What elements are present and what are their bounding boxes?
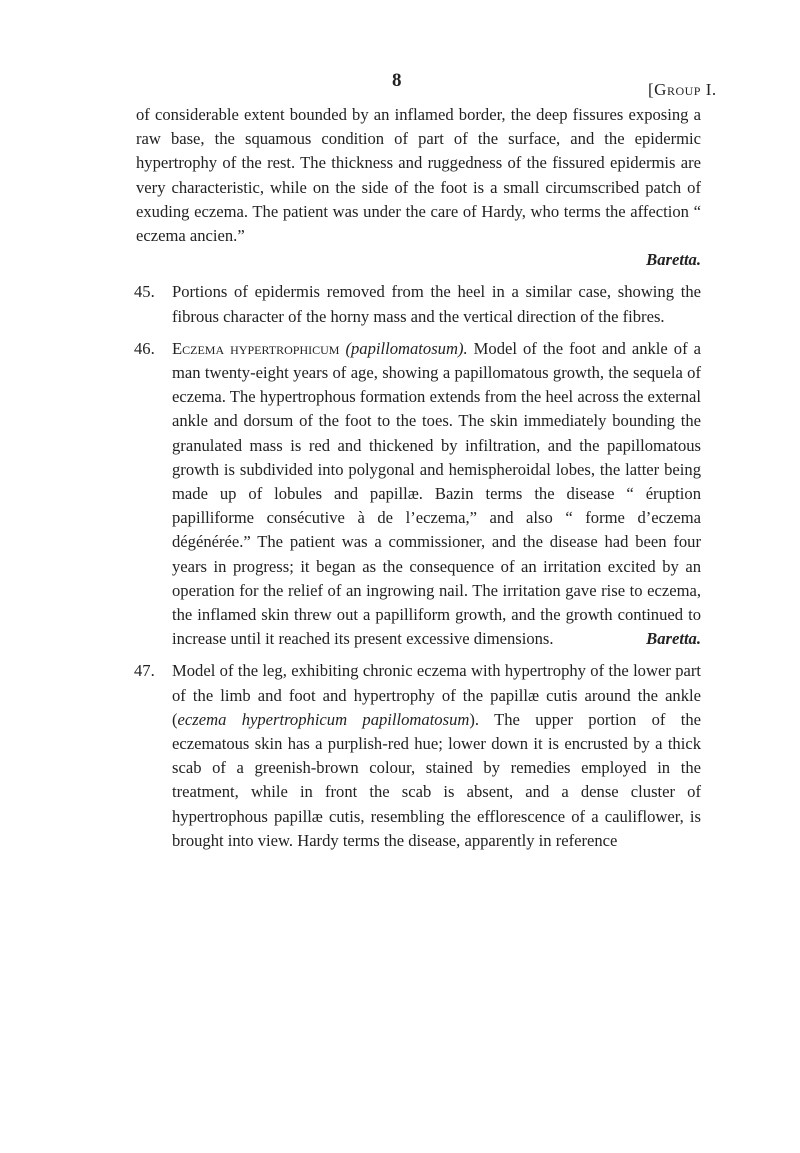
entry-45 [136,280,701,328]
entry-46-number: 46. [134,338,155,358]
running-header-prefix: [G [648,80,667,99]
entry-46 [136,337,701,652]
running-header-rest: roup I. [666,80,717,99]
entry-45-number: 45. [134,282,155,302]
entry-47-text-a: Model of the leg, exhibiting chronic eczema with hypertrophy of the lower part of the limb and foot and hypertrophy of the papillæ cutis around the ankle ( [172,661,701,729]
page-number: 8 [392,70,402,91]
running-header [648,80,717,100]
entry-47-italic: eczema hypertrophicum papillomatosum [177,709,470,729]
continuation-text: of considerable extent bounded by an inflamed border, the deep fissures exposing a raw base, the squamous condition of part of the surface, and the epidermic hypertrophy of the rest. The thickness and ruggedness of the fissured epidermis are very characteristic, while on the side of the foot is a small circumscribed patch of exuding eczema. The patient was under the care of Hardy, who terms the affection “ eczema ancien.” [136,105,701,246]
entry-47-number: 47. [134,661,155,681]
entry-46-signature: Baretta. [646,629,701,649]
body-text [136,103,701,853]
entry-47-text-b: ). The upper portion of the eczematous skin has a purplish-red hue; lower down it is encrusted by a thick scab of a greenish-brown colour, stained by remedies employed in the treatment, while in front the scab is absent, and a dense cluster of hypertrophous papillæ cutis, resembling the efflorescence of a cauliflower, is brought into view. Hardy terms the disease, apparently in reference [172,709,701,850]
entry-47 [136,659,701,853]
continuation-paragraph [136,103,701,272]
continuation-signature: Baretta. [646,250,701,270]
entry-46-title: Eczema hypertrophicum [172,338,340,358]
entry-46-text: Model of the foot and ankle of a man twenty-eight years of age, showing a papillomatous growth, the sequela of eczema. The hypertrophous formation extends from the heel across the external ankle and dorsum of the foot to the toes. The skin immediately bounding the granulated mass is red and thickened by infiltration, and the papillomatous growth is subdivided into polygonal and hemispheroidal lobes, the latter being made up of lobules and papillæ. Bazin terms the disease “ éruption papilliforme consécutive à de l’eczema,” and also “ forme d’eczema dégénérée.” The patient was a commissioner, and the disease had been four years in progress; it began as the consequence of an irritation excited by an operation for the relief of an ingrowing nail. The irritation gave rise to eczema, the inflamed skin threw out a papilliform growth, and the growth continued to increase until it reached its present excessive dimensions. [172,338,701,649]
entry-45-text: Portions of epidermis removed from the heel in a similar case, showing the fibrous character of the horny mass and the vertical direction of the fibres. [172,282,701,326]
entry-46-subtitle: (papillomatosum). [345,338,468,358]
